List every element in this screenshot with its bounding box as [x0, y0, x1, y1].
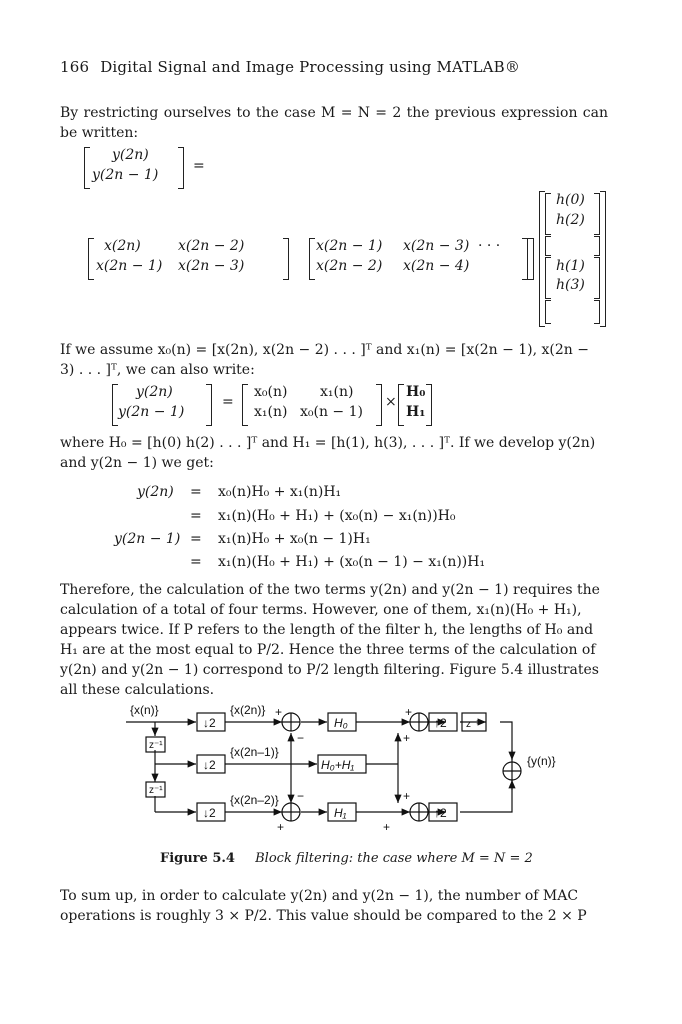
figure-label: Figure 5.4 — [160, 851, 235, 866]
eq1-r1-c2: x(2n − 2) — [178, 238, 245, 254]
svg-text:−: − — [297, 789, 305, 803]
eq2-h1: H₁ — [406, 404, 426, 420]
eq1-r2-c5: x(2n − 4) — [403, 258, 470, 274]
eq1-r1-c6: · · · — [478, 238, 501, 254]
eq3-rhs-1: x₀(n)H₀ + x₁(n)H₁ — [218, 484, 342, 500]
eq2-equals: = — [222, 394, 234, 410]
svg-text:+: + — [405, 705, 413, 719]
svg-text:+: + — [275, 705, 283, 719]
eq3-lhs-1: y(2n) — [137, 484, 174, 500]
svg-text:+: + — [403, 731, 411, 745]
eq2-h0: H₀ — [406, 384, 426, 400]
eq1-r2-c4: x(2n − 2) — [316, 258, 383, 274]
up2-block: ↑2 — [434, 806, 447, 820]
svg-text:+: + — [403, 789, 411, 803]
running-title: Digital Signal and Image Processing using MATLAB® — [100, 58, 521, 76]
eq2-times: × — [385, 394, 397, 410]
eq1-r1-c5: x(2n − 3) — [403, 238, 470, 254]
intro-paragraph: By restricting ourselves to the case M = N = 2 the previous expression can be written: — [60, 105, 608, 141]
eq1-h3: h(3) — [556, 277, 585, 293]
diagram-output-label: {y(n)} — [527, 754, 556, 768]
eq1-equals: = — [193, 158, 205, 174]
paragraph-3: where H₀ = [h(0) h(2) . . . ]ᵀ and H₁ = [h(1), h(3), . . . ]ᵀ. If we develop y(2n) and y(2n − 1) we get: — [60, 435, 596, 471]
eq2-lhs-bottom: y(2n − 1) — [118, 404, 185, 420]
eq2-m11: x₀(n) — [254, 384, 288, 400]
eq1-h2: h(2) — [556, 212, 585, 228]
diagram-signal-a: {x(2n)} — [230, 703, 266, 717]
paragraph-4: Therefore, the calculation of the two terms y(2n) and y(2n − 1) requires the calculation of a total of four terms. However, one of them, x₁(n)(H₀ + H₁), appears twice. If P refers to the length of the filter h, the lengths of H₀ and H₁ are at the most equal to P/2. Hence the three terms of the calculation of y(2n) and y(2n − 1) correspond to P/2 length filtering. Figure 5.4 illustrates all these calculations. — [60, 582, 600, 698]
eq1-lhs-top: y(2n) — [112, 147, 149, 163]
filter-h1: H₁ — [334, 806, 347, 820]
figure-caption — [160, 851, 533, 866]
diagram-signal-b: {x(2n–1)} — [230, 745, 279, 759]
filter-h0: H₀ — [334, 716, 348, 730]
eq1-h1: h(1) — [556, 258, 585, 274]
eq1-r1-c4: x(2n − 1) — [316, 238, 383, 254]
diagram-signal-c: {x(2n–2)} — [230, 793, 279, 807]
down2-block: ↓2 — [203, 806, 216, 820]
filter-h0-plus-h1: H₀+H₁ — [321, 758, 355, 772]
eq2-m21: x₁(n) — [254, 404, 288, 420]
eq1-r2-c2: x(2n − 3) — [178, 258, 245, 274]
up2-block: ↑2 — [434, 716, 447, 730]
diagram-input-label: {x(n)} — [130, 703, 159, 717]
svg-text:+: + — [383, 820, 391, 834]
eq3-rhs-3: x₁(n)H₀ + x₀(n − 1)H₁ — [218, 531, 371, 547]
eq1-r1-c1: x(2n) — [104, 238, 141, 254]
eq3-rhs-4: x₁(n)(H₀ + H₁) + (x₀(n − 1) − x₁(n))H₁ — [218, 554, 486, 570]
down2-block: ↓2 — [203, 716, 216, 730]
svg-text:−: − — [297, 731, 305, 745]
paragraph-5: To sum up, in order to calculate y(2n) and y(2n − 1), the number of MAC operations is roughly 3 × P/2. This value should be compared to the 2 × P — [60, 888, 587, 924]
eq3-rhs-2: x₁(n)(H₀ + H₁) + (x₀(n) − x₁(n))H₀ — [218, 508, 456, 524]
eq2-lhs-top: y(2n) — [136, 384, 173, 400]
eq1-h0: h(0) — [556, 192, 585, 208]
figure-caption-text: Block filtering: the case where M = N = 2 — [255, 851, 533, 866]
page-number: 166 — [60, 58, 90, 76]
paragraph-2: If we assume x₀(n) = [x(2n), x(2n − 2) . . . ]ᵀ and x₁(n) = [x(2n − 1), x(2n − 3) . . . ]ᵀ, we can also write: — [60, 342, 589, 378]
eq2-m12: x₁(n) — [320, 384, 354, 400]
down2-block: ↓2 — [203, 758, 216, 772]
delay-block: z⁻¹ — [149, 785, 163, 796]
eq2-m22: x₀(n − 1) — [300, 404, 363, 420]
delay-block: z⁻¹ — [149, 740, 163, 751]
svg-text:+: + — [277, 820, 285, 834]
eq1-r2-c1: x(2n − 1) — [96, 258, 163, 274]
eq3-lhs-3: y(2n − 1) — [114, 531, 181, 547]
delay-block: z⁻¹ — [466, 719, 480, 730]
eq1-lhs-bottom: y(2n − 1) — [92, 167, 159, 183]
